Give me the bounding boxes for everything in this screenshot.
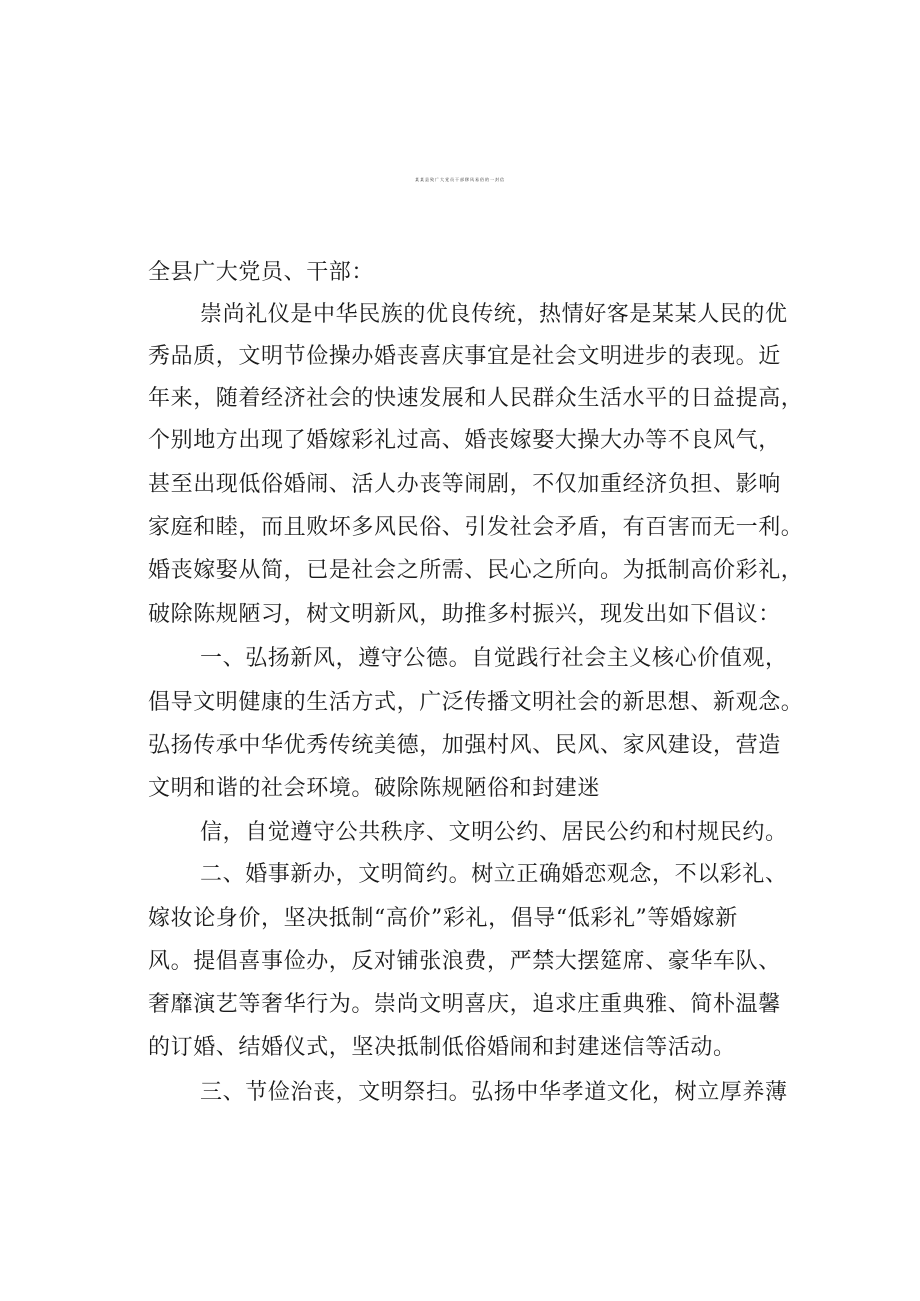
body-line: 风。提倡喜事俭办，反对铺张浪费，严禁大摆筵席、豪华车队、 [148, 949, 781, 974]
body-line: 一、弘扬新风，遵守公德。自觉践行社会主义核心价值观， [200, 646, 788, 671]
body-line: 信，自觉遵守公共秩序、文明公约、居民公约和村规民约。 [200, 820, 788, 845]
body-line: 个别地方出现了婚嫁彩礼过高、婚丧嫁娶大操大办等不良风气， [148, 428, 781, 453]
body-line: 崇尚礼仪是中华民族的优良传统，热情好客是某某人民的优 [200, 302, 788, 327]
body-line: 倡导文明健康的生活方式，广泛传播文明社会的新思想、新观念。 [148, 690, 804, 715]
body-line: 弘扬传承中华优秀传统美德，加强村风、民风、家风建设，营造 [148, 733, 781, 758]
body-line: 的订婚、结婚仪式，坚决抵制低俗婚闹和封建迷信等活动。 [148, 1035, 736, 1060]
body-line: 婚丧嫁娶从简，已是社会之所需、民心之所向。为抵制高价彩礼， [148, 558, 804, 583]
document-title: 某某县致广大党员干部移风易俗的一封信 [415, 177, 505, 182]
body-line: 甚至出现低俗婚闹、活人办丧等闹剧，不仅加重经济负担、影响 [148, 472, 781, 497]
body-line: 破除陈规陋习，树文明新风，助推多村振兴，现发出如下倡议： [148, 602, 781, 627]
body-line: 文明和谐的社会环境。破除陈规陋俗和封建迷 [148, 776, 601, 801]
body-line: 奢靡演艺等奢华行为。崇尚文明喜庆，追求庄重典雅、简朴温馨 [148, 992, 781, 1017]
body-line: 三、节俭治丧，文明祭扫。弘扬中华孝道文化，树立厚养薄 [200, 1080, 788, 1105]
body-line: 秀品质，文明节俭操办婚丧喜庆事宜是社会文明进步的表现。近 [148, 344, 781, 369]
salutation: 全县广大党员、干部： [148, 260, 375, 285]
body-line: 家庭和睦，而且败坏多风民俗、引发社会矛盾，有百害而无一利。 [148, 515, 804, 540]
body-line: 嫁妆论身价，坚决抵制“高价”彩礼，倡导“低彩礼”等婚嫁新 [148, 906, 738, 931]
body-line: 二、婚事新办，文明简约。树立正确婚恋观念，不以彩礼、 [200, 862, 788, 887]
body-line: 年来，随着经济社会的快速发展和人民群众生活水平的日益提高， [148, 386, 804, 411]
